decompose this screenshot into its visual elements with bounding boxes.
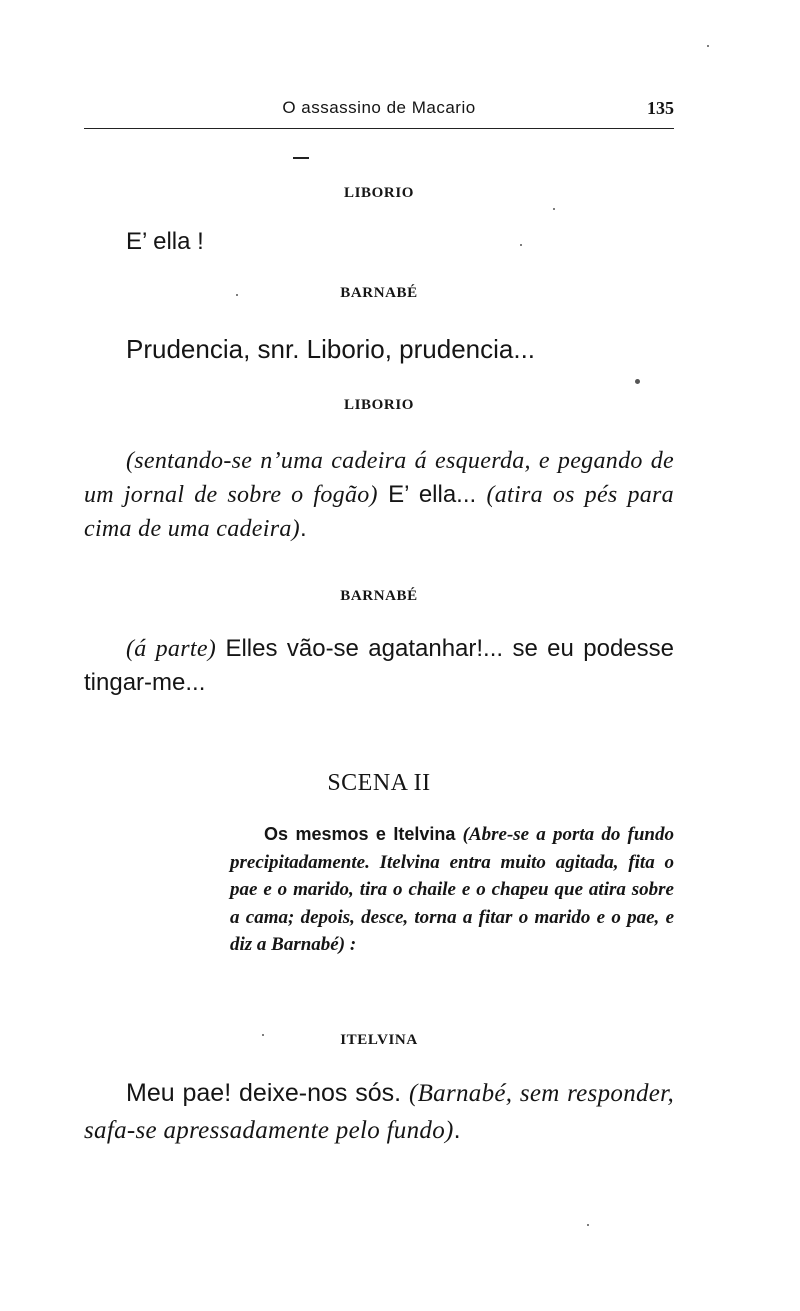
scene-characters: Os mesmos e Itelvina xyxy=(264,824,456,844)
speech-line: Prudencia, snr. Liborio, prudencia... xyxy=(126,334,536,364)
running-title: O assassino de Macario xyxy=(282,98,476,117)
speech-text: Meu pae! deixe-nos sós. xyxy=(126,1079,409,1107)
running-head xyxy=(84,98,674,120)
speaker-barnabe: BARNABÉ xyxy=(340,588,418,604)
print-speck xyxy=(553,208,555,210)
speech-text: . xyxy=(453,1116,461,1144)
speaker-liborio: LIBORIO xyxy=(343,185,415,201)
print-speck xyxy=(236,294,238,296)
speech-line: E’ ella ! xyxy=(126,228,204,255)
speech-paragraph xyxy=(84,632,674,700)
stage-direction: (sentando-se n’uma cadeira á esquerda, e pegando de um jornal de sobre o fogão) xyxy=(84,448,674,508)
print-speck xyxy=(520,244,522,246)
speaker-liborio: LIBORIO xyxy=(343,397,415,413)
scene-title: SCENA II xyxy=(327,770,431,796)
speech-text: Elles vão-se agatanhar!... se eu podesse tingar-me... xyxy=(84,635,674,696)
speaker-itelvina: ITELVINA xyxy=(340,1032,418,1048)
speaker-barnabe: BARNABÉ xyxy=(340,285,418,301)
print-speck xyxy=(262,1034,264,1036)
stage-direction: (á parte) xyxy=(126,636,217,662)
scene-direction: (Abre-se a porta do fundo precipitadamente. Itelvina entra muito agitada, fita o pae e o marido, tira o chaile e o chapeu que atira sobre a cama; depois, desce, torna a fitar o marido e o pae, e diz a Barnabé) : xyxy=(230,824,674,955)
stage-direction: (Barnabé, sem responder, safa-se apressadamente pelo fundo) xyxy=(84,1080,674,1144)
speech-paragraph xyxy=(84,444,674,546)
speech-text: . xyxy=(299,515,307,542)
ornament-dash xyxy=(293,157,309,159)
stage-direction: (atira os pés para cima de uma cadeira) xyxy=(84,482,674,542)
page-number: 135 xyxy=(647,98,674,118)
print-speck xyxy=(587,1224,589,1226)
print-speck xyxy=(707,45,709,47)
speech-text: E’ ella... xyxy=(377,481,487,508)
print-speck xyxy=(635,379,640,384)
header-rule xyxy=(84,128,674,129)
scene-description xyxy=(230,821,674,959)
speech-paragraph xyxy=(84,1075,674,1149)
